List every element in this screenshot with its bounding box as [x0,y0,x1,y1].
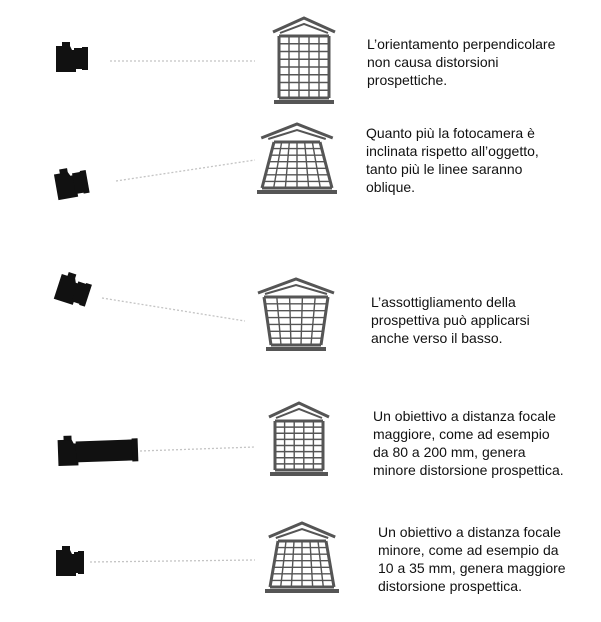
caption-line: inclinata rispetto all’oggetto, [366,143,539,159]
caption-line: tanto più le linee saranno [366,161,523,177]
caption-line: non causa distorsioni [367,54,499,70]
camera-icon [56,42,88,72]
sight-line [102,298,245,321]
camera-icon [57,433,138,466]
caption-line: Un obiettivo a distanza focale [378,524,561,540]
caption-line: Quanto più la fotocamera è [366,125,535,141]
caption-line: L’orientamento perpendicolare [367,36,556,52]
sight-line [116,160,255,181]
caption-short-focal [378,523,566,595]
building-icon [257,124,337,192]
caption-line: L’assottigliamento della [371,294,516,310]
caption-line: maggiore, come ad esempio [373,426,550,442]
caption-tilted-down [371,293,530,347]
building-icon [269,403,329,474]
caption-line: da 80 a 200 mm, genera [373,444,526,460]
caption-line: anche verso il basso. [371,330,503,346]
caption-long-focal [373,407,564,479]
caption-tilted-up [366,124,539,196]
sight-line [90,560,255,562]
camera-icon [56,546,84,576]
caption-line: prospettiva può applicarsi [371,312,530,328]
caption-line: minore distorsione prospettica. [373,462,564,478]
caption-line: 10 a 35 mm, genera maggiore [378,560,566,576]
caption-line: distorsione prospettica. [378,578,522,594]
caption-line: Un obiettivo a distanza focale [373,408,556,424]
caption-line: minore, come ad esempio da [378,542,559,558]
camera-icon [53,165,90,200]
building-icon [258,279,334,349]
sight-line [140,447,255,451]
building-icon [265,523,339,591]
caption-line: oblique. [366,179,416,195]
caption-perpendicular [367,35,555,89]
building-icon [273,18,335,102]
caption-line: prospettiche. [367,72,448,88]
camera-icon [54,270,94,308]
